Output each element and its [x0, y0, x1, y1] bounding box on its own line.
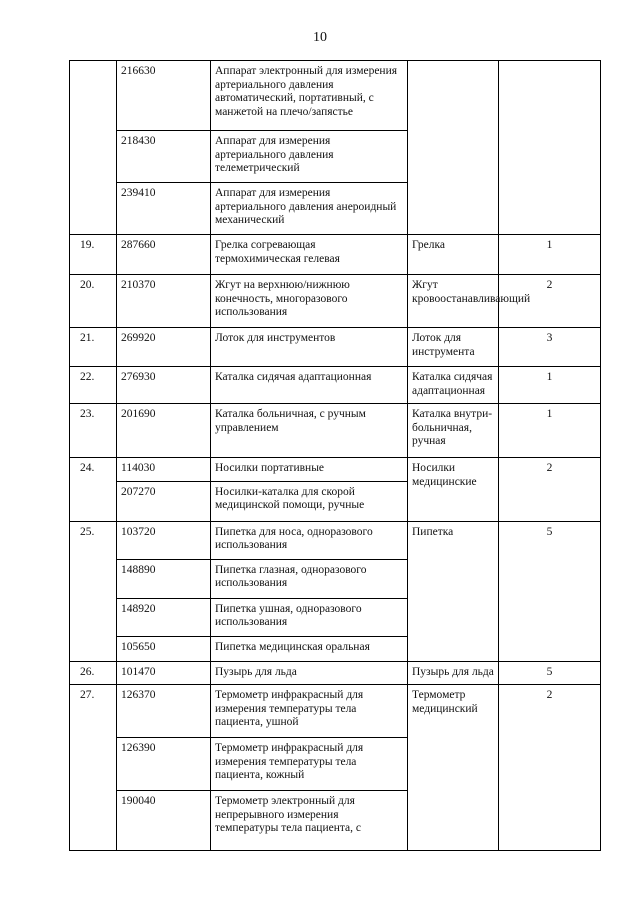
item-name: Аппарат электронный для измерения артериального давления автоматический, портативный, с манжетой на плечо/запястье: [211, 61, 408, 131]
item-name: Аппарат для измерения артериального давления анероидный механический: [211, 183, 408, 235]
quantity: 2: [499, 685, 601, 851]
item-name: Носилки портативные: [211, 458, 408, 482]
table-row: [70, 61, 601, 131]
item-code: 269920: [117, 328, 211, 367]
quantity: 3: [499, 328, 601, 367]
item-code: 216630: [117, 61, 211, 131]
row-number: 21.: [70, 328, 117, 367]
category-name: Пипетка: [408, 521, 499, 661]
item-code: 287660: [117, 235, 211, 275]
item-code: 148920: [117, 598, 211, 636]
item-name: Каталка сидячая адаптационная: [211, 367, 408, 404]
item-code: 126390: [117, 738, 211, 791]
item-code: 190040: [117, 791, 211, 851]
equipment-table: [69, 60, 601, 851]
item-name: Пузырь для льда: [211, 661, 408, 685]
category-name: Термометр медицинский: [408, 685, 499, 851]
item-code: 101470: [117, 661, 211, 685]
category-name: Каталка внутри-больничная, ручная: [408, 404, 499, 458]
row-number: 25.: [70, 521, 117, 661]
item-name: Термометр инфракрасный для измерения температуры тела пациента, ушной: [211, 685, 408, 738]
quantity: 5: [499, 521, 601, 661]
item-code: 105650: [117, 636, 211, 661]
item-code: 218430: [117, 131, 211, 183]
category-name: [408, 61, 499, 235]
row-number: 24.: [70, 458, 117, 522]
quantity: 1: [499, 404, 601, 458]
item-name: Лоток для инструментов: [211, 328, 408, 367]
item-name: Грелка согревающая термохимическая гелевая: [211, 235, 408, 275]
table-row: [70, 367, 601, 404]
item-name: Термометр электронный для непрерывного измерения температуры тела пациента, с: [211, 791, 408, 851]
quantity: 1: [499, 235, 601, 275]
item-code: 148890: [117, 559, 211, 598]
category-name: Каталка сидячая адаптационная: [408, 367, 499, 404]
item-code: 207270: [117, 481, 211, 521]
quantity: [499, 61, 601, 235]
category-name: Лоток для инструмента: [408, 328, 499, 367]
item-name: Термометр инфракрасный для измерения температуры тела пациента, кожный: [211, 738, 408, 791]
row-number: 20.: [70, 275, 117, 328]
item-name: Пипетка ушная, одноразового использования: [211, 598, 408, 636]
item-name: Каталка больничная, с ручным управлением: [211, 404, 408, 458]
item-code: 239410: [117, 183, 211, 235]
item-code: 103720: [117, 521, 211, 559]
item-name: Жгут на верхнюю/нижнюю конечность, многоразового использования: [211, 275, 408, 328]
table-row: [70, 235, 601, 275]
item-name: Пипетка глазная, одноразового использования: [211, 559, 408, 598]
item-code: 114030: [117, 458, 211, 482]
category-name: Пузырь для льда: [408, 661, 499, 685]
table-row: [70, 275, 601, 328]
item-code: 276930: [117, 367, 211, 404]
equipment-table-body: [70, 61, 601, 851]
category-name: Носилки медицинские: [408, 458, 499, 522]
table-row: [70, 661, 601, 685]
item-code: 201690: [117, 404, 211, 458]
row-number: 26.: [70, 661, 117, 685]
item-name: Носилки-каталка для скорой медицинской помощи, ручные: [211, 481, 408, 521]
item-name: Аппарат для измерения артериального давления телеметрический: [211, 131, 408, 183]
table-row: [70, 458, 601, 482]
quantity: 5: [499, 661, 601, 685]
table-row: [70, 685, 601, 738]
row-number: 23.: [70, 404, 117, 458]
row-number: 22.: [70, 367, 117, 404]
category-name: Грелка: [408, 235, 499, 275]
table-row: [70, 521, 601, 559]
item-name: Пипетка медицинская оральная: [211, 636, 408, 661]
item-code: 210370: [117, 275, 211, 328]
quantity: 2: [499, 458, 601, 522]
table-row: [70, 328, 601, 367]
table-row: [70, 404, 601, 458]
quantity: 2: [499, 275, 601, 328]
item-code: 126370: [117, 685, 211, 738]
item-name: Пипетка для носа, одноразового использования: [211, 521, 408, 559]
page-number: 10: [313, 30, 327, 45]
row-number: 19.: [70, 235, 117, 275]
quantity: 1: [499, 367, 601, 404]
row-number: [70, 61, 117, 235]
category-name: Жгут кровоостанавливающий: [408, 275, 499, 328]
row-number: 27.: [70, 685, 117, 851]
